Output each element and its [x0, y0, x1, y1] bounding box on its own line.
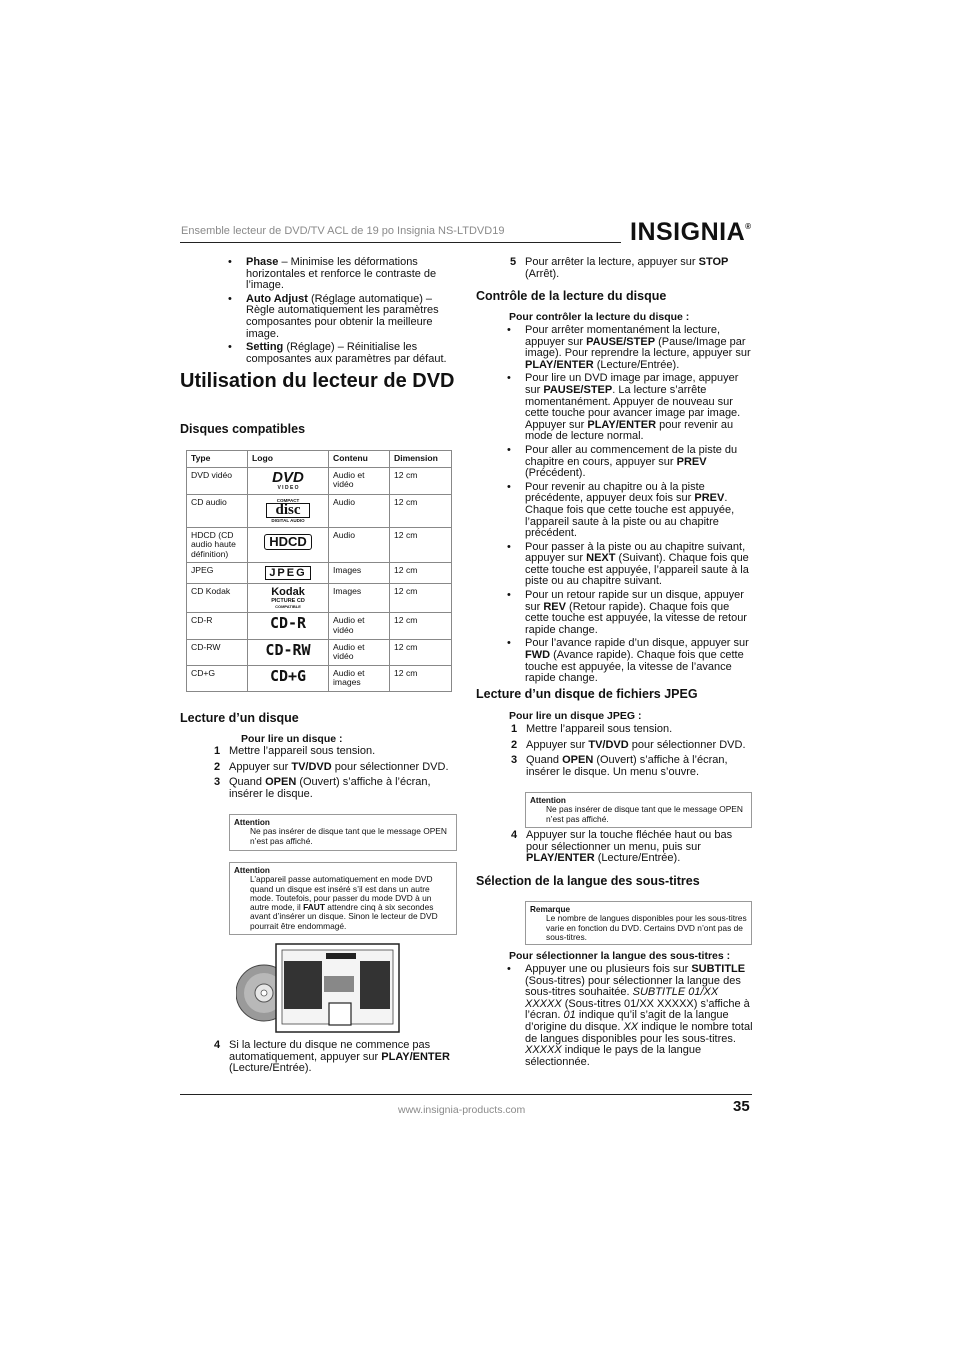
list-item — [226, 257, 458, 292]
control-bullets — [505, 325, 753, 687]
step-number: 4 — [214, 1039, 221, 1051]
italic-text: SUBTITLE 01/XX XXXXX — [525, 986, 719, 1010]
attention-note-1 — [229, 814, 457, 851]
text: Quand — [229, 776, 266, 789]
cell-dimension: 12 cm — [390, 494, 452, 527]
note-title: Attention — [234, 818, 270, 827]
footer-url[interactable]: www.insignia-products.com — [398, 1104, 526, 1116]
disc-logo — [252, 566, 324, 580]
jpeg-logo: JPEG — [265, 566, 310, 580]
col-dimension: Dimension — [390, 451, 452, 468]
disc-logo — [252, 666, 324, 685]
cell-dimension: 12 cm — [390, 639, 452, 665]
list-item — [505, 542, 753, 588]
disc-logo — [252, 640, 324, 659]
list-item — [505, 325, 753, 371]
step-number: 4 — [511, 829, 518, 841]
cd-logo-top: COMPACT — [276, 497, 300, 503]
step-text: Si la lecture du disque ne commence pas automatiquement, appuyer sur — [229, 1039, 431, 1063]
text: Pour un retour rapide sur un disque, appuyer sur — [525, 589, 744, 613]
attention-note-2 — [229, 862, 457, 935]
list-item — [214, 1040, 460, 1075]
table-row — [187, 467, 452, 494]
cell-type: CD-RW — [187, 639, 248, 665]
disc-logo — [252, 587, 324, 609]
italic-text: XX — [623, 1020, 639, 1033]
text: Appuyer sur — [229, 760, 292, 773]
jpeg-title: Lecture d’un disque de fichiers JPEG — [476, 687, 698, 701]
text: (Suivant). Chaque fois que cette touche est appuyée, l’appareil saute à la piste ou au chapitre suivant. — [525, 552, 749, 588]
key-text: PAUSE/STEP — [543, 383, 613, 396]
cell-dimension: 12 cm — [390, 665, 452, 691]
cd-type-logo: CD-R — [269, 614, 307, 633]
cell-type: CD+G — [187, 665, 248, 691]
logo-mark: ® — [745, 222, 752, 231]
table-row — [187, 639, 452, 665]
intro-bullets — [226, 257, 458, 367]
read-steps — [214, 746, 460, 804]
footer-rule — [180, 1094, 752, 1095]
list-item — [510, 257, 752, 280]
tv-disc-illustration — [236, 941, 402, 1037]
subtitles-subtitle: Pour sélectionner la langue des sous-titres : — [509, 950, 731, 962]
cell-logo — [248, 563, 329, 584]
table-row — [187, 665, 452, 691]
cell-contenu: Audio — [329, 494, 390, 527]
cell-dimension: 12 cm — [390, 563, 452, 584]
text: pour sélectionner DVD. — [628, 738, 746, 751]
italic-text: XXXXX — [525, 1044, 562, 1057]
tv-handle — [326, 953, 356, 959]
note-title: Attention — [234, 866, 270, 875]
text: pour revenir au mode de lecture normal. — [525, 418, 734, 443]
key-text: FWD — [525, 649, 551, 662]
text: Pour l’avance rapide d’un disque, appuyer sur — [525, 637, 749, 650]
cell-logo — [248, 639, 329, 665]
table-row — [187, 494, 452, 527]
text: Appuyer sur la touche fléchée haut ou bas pour sélectionner un menu, puis sur — [526, 829, 733, 853]
text: (Ouvert) s’affiche à l’écran, insérer le disque. — [229, 776, 431, 800]
insignia-logo — [630, 218, 752, 247]
col-type: Type — [187, 451, 248, 468]
list-item — [214, 777, 460, 800]
cell-logo — [248, 665, 329, 691]
list-item — [505, 373, 753, 443]
cell-logo — [248, 494, 329, 527]
jpeg-step-4 — [511, 830, 755, 869]
list-item — [505, 482, 753, 540]
text: indique le nombre total de langues disponibles pour les sous-titres. — [525, 1020, 753, 1045]
definition: – Minimise les déformations horizontales et renforce le contraste de l’image. — [246, 256, 437, 292]
text: Mettre l’appareil sous tension. — [526, 723, 673, 735]
cd-type-logo: CD-RW — [265, 640, 311, 659]
discs-title: Disques compatibles — [180, 422, 306, 436]
kodak-logo-sub2: COMPATIBLE — [275, 604, 301, 610]
cell-type: DVD vidéo — [187, 467, 248, 494]
cell-type: HDCD (CD audio haute définition) — [187, 527, 248, 563]
key-text: REV — [543, 600, 566, 613]
text: Pour aller au commencement de la piste du chapitre en cours, appuyer sur — [525, 443, 738, 468]
cell-contenu: Audio et vidéo — [329, 613, 390, 639]
table-row — [187, 584, 452, 613]
list-item — [505, 590, 753, 636]
read-title: Lecture d’un disque — [180, 711, 299, 725]
cell-contenu: Audio et vidéo — [329, 467, 390, 494]
step-number: 3 — [214, 776, 221, 789]
definition: (Réglage automatique) – Règle automatiquement les paramètres composantes pour obtenir la meilleure image. — [246, 292, 439, 340]
text: . Chaque fois que cette touche est appuyée, l’appareil saute à la piste ou au chapitre précédent. — [525, 492, 735, 540]
step-number: 1 — [214, 745, 221, 757]
step-text: (Arrêt). — [525, 267, 560, 280]
key-text: PREV — [676, 455, 707, 468]
note-text: attendre cinq à six secondes avant d’insérer un disque. Sinon le lecteur de DVD pourrait être endommagé. — [250, 902, 438, 931]
term: Setting — [246, 341, 284, 354]
subtitles-bullets — [505, 964, 753, 1070]
list-item — [226, 342, 458, 365]
cell-dimension: 12 cm — [390, 584, 452, 613]
cell-type: CD audio — [187, 494, 248, 527]
key-text: OPEN — [562, 754, 594, 767]
cd-logo-sub: DIGITAL AUDIO — [271, 517, 305, 523]
cell-logo — [248, 613, 329, 639]
key-text: PLAY/ENTER — [587, 418, 657, 431]
kodak-logo-sub: PICTURE CD — [271, 598, 305, 605]
page-number: 35 — [733, 1098, 750, 1115]
cell-type: CD-R — [187, 613, 248, 639]
cell-dimension: 12 cm — [390, 467, 452, 494]
attention-note-3 — [525, 792, 752, 828]
disc-logo — [252, 531, 324, 550]
key-text: PAUSE/STEP — [586, 335, 656, 348]
hdcd-logo: HDCD — [264, 534, 312, 550]
kodak-logo: Kodak — [271, 586, 305, 599]
text: (Lecture/Entrée). — [594, 852, 681, 865]
text: (Lecture/Entrée). — [593, 358, 680, 371]
col-logo: Logo — [248, 451, 329, 468]
dvd-logo-sub: V I D E O — [277, 484, 299, 491]
disc-table — [186, 450, 452, 692]
text: pour sélectionner DVD. — [331, 760, 449, 773]
step-key: PLAY/ENTER — [381, 1050, 450, 1063]
key-text: PREV — [694, 492, 725, 505]
list-item — [505, 964, 753, 1068]
text: (Précédent). — [525, 467, 586, 480]
cell-contenu: Audio et vidéo — [329, 639, 390, 665]
text: (Retour rapide). Chaque fois que cette touche est appuyée, la vitesse de retour rapide change. — [525, 600, 747, 636]
disc-logo — [252, 468, 324, 491]
read-subtitle: Pour lire un disque : — [241, 733, 343, 745]
key-text: NEXT — [586, 552, 616, 565]
cell-logo — [248, 584, 329, 613]
step-number: 5 — [510, 256, 517, 268]
cell-contenu: Images — [329, 584, 390, 613]
list-item — [511, 755, 755, 778]
list-item — [511, 724, 755, 736]
control-title: Contrôle de la lecture du disque — [476, 289, 667, 303]
cell-logo — [248, 527, 329, 563]
cell-dimension: 12 cm — [390, 613, 452, 639]
list-item — [511, 830, 755, 865]
remark-note — [525, 901, 752, 945]
cell-contenu: Audio — [329, 527, 390, 563]
step-text: Pour arrêter la lecture, appuyer sur — [525, 256, 699, 268]
key-text: SUBTITLE — [691, 963, 746, 975]
text: Mettre l’appareil sous tension. — [229, 745, 376, 757]
text: (Sous-titres 01/XX XXXXX) s’affiche à l’écran. — [525, 997, 750, 1022]
tv-vent-left — [284, 961, 322, 1009]
header-rule — [180, 242, 621, 243]
disc-logo — [252, 498, 324, 524]
text: (Ouvert) s’affiche à l’écran, insérer le disque. Un menu s’ouvre. — [526, 754, 728, 778]
text: indique le pays de la langue sélectionnée. — [525, 1044, 702, 1068]
disc-hole — [261, 990, 267, 996]
step-5 — [510, 257, 752, 284]
key-text: PLAY/ENTER — [526, 852, 595, 865]
text: Appuyer une ou plusieurs fois sur — [525, 963, 692, 975]
cell-dimension: 12 cm — [390, 527, 452, 563]
cell-logo — [248, 467, 329, 494]
key-text: TV/DVD — [291, 760, 332, 773]
jpeg-steps — [511, 724, 755, 782]
note-body — [234, 875, 452, 931]
note-body: Ne pas insérer de disque tant que le message OPEN n’est pas affiché. — [546, 804, 743, 824]
step-number: 1 — [511, 723, 518, 735]
key-text: PLAY/ENTER — [525, 358, 594, 371]
control-subtitle: Pour contrôler la lecture du disque : — [509, 311, 690, 323]
text: Pour arrêter momentanément la lecture, appuyer sur — [525, 324, 721, 348]
text: (Avance rapide). Chaque fois que cette touche est appuyée, la vitesse de l’avance rapide change. — [525, 649, 744, 685]
text: . La lecture s’arrête momentanément. Appuyer de nouveau sur cette touche pour avancer image par image. Appuyer sur — [525, 383, 741, 431]
step-text: (Lecture/Entrée). — [229, 1062, 312, 1075]
text: Pour revenir au chapitre ou à la piste précédente, appuyer deux fois sur — [525, 480, 705, 505]
step-key: STOP — [698, 256, 729, 268]
text: (Pause/Image par image). Pour reprendre la lecture, appuyer sur — [525, 335, 751, 360]
note-title: Attention — [530, 796, 566, 805]
step-number: 2 — [214, 760, 221, 773]
cell-contenu: Audio et images — [329, 665, 390, 691]
section-title: Utilisation du lecteur de DVD — [180, 370, 455, 392]
note-emphasis: FAUT — [303, 902, 325, 913]
note-title: Remarque — [530, 905, 571, 914]
running-header: Ensemble lecteur de DVD/TV ACL de 19 po Insignia NS-LTDVD19 — [181, 225, 505, 237]
table-row — [187, 613, 452, 639]
dvd-logo: DVD — [272, 468, 304, 486]
italic-text: 01 — [563, 1009, 576, 1022]
note-body: Ne pas insérer de disque tant que le message OPEN n’est pas affiché. — [250, 826, 447, 846]
disc-logo — [252, 616, 324, 631]
subtitles-title: Sélection de la langue des sous-titres — [476, 874, 700, 888]
text: Appuyer sur — [526, 738, 589, 751]
read-step-4 — [214, 1040, 460, 1079]
table-row — [187, 527, 452, 563]
cell-contenu: Images — [329, 563, 390, 584]
list-item — [505, 445, 753, 480]
note-text: L’appareil passe automatiquement en mode DVD quand un disque est inséré s’il est dans un autre mode. Toutefois, pour passer du mode DVD à un autre mode, il — [250, 874, 433, 913]
list-item — [214, 762, 460, 774]
note-body: Le nombre de langues disponibles pour les sous-titres varie en fonction du DVD. Certains DVD n’ont pas de sous-titres. — [546, 913, 747, 942]
tv-label — [324, 976, 354, 992]
text: Pour lire un DVD image par image, appuyer sur — [525, 372, 739, 396]
step-number: 2 — [511, 738, 518, 751]
cd-logo: disc — [266, 503, 310, 518]
jpeg-subtitle: Pour lire un disque JPEG : — [509, 710, 642, 722]
cell-type: JPEG — [187, 563, 248, 584]
step-number: 3 — [511, 754, 518, 767]
definition: (Réglage) – Réinitialise les composantes aux paramètres par défaut. — [246, 341, 447, 365]
list-item — [214, 746, 460, 758]
logo-text: INSIGNIA — [630, 218, 746, 246]
table-header-row — [187, 451, 452, 468]
text: Quand — [526, 754, 563, 767]
term: Auto Adjust — [246, 292, 308, 305]
table-row — [187, 563, 452, 584]
cd-type-logo: CD+G — [269, 666, 307, 685]
list-item — [511, 740, 755, 752]
list-item — [505, 638, 753, 684]
text: indique qu’il s’agit de la langue d’origine du disque. — [525, 1009, 729, 1033]
text: (Sous-titres) pour sélectionner la langue des sous-titres souhaitée. — [525, 974, 741, 999]
key-text: OPEN — [265, 776, 297, 789]
term: Phase — [246, 256, 279, 268]
col-contenu: Contenu — [329, 451, 390, 468]
list-item — [226, 294, 458, 340]
tv-stand — [329, 1003, 351, 1025]
tv-vent-right — [360, 961, 390, 1009]
cell-type: CD Kodak — [187, 584, 248, 613]
key-text: TV/DVD — [588, 738, 629, 751]
text: Pour passer à la piste ou au chapitre suivant, appuyer sur — [525, 540, 746, 565]
